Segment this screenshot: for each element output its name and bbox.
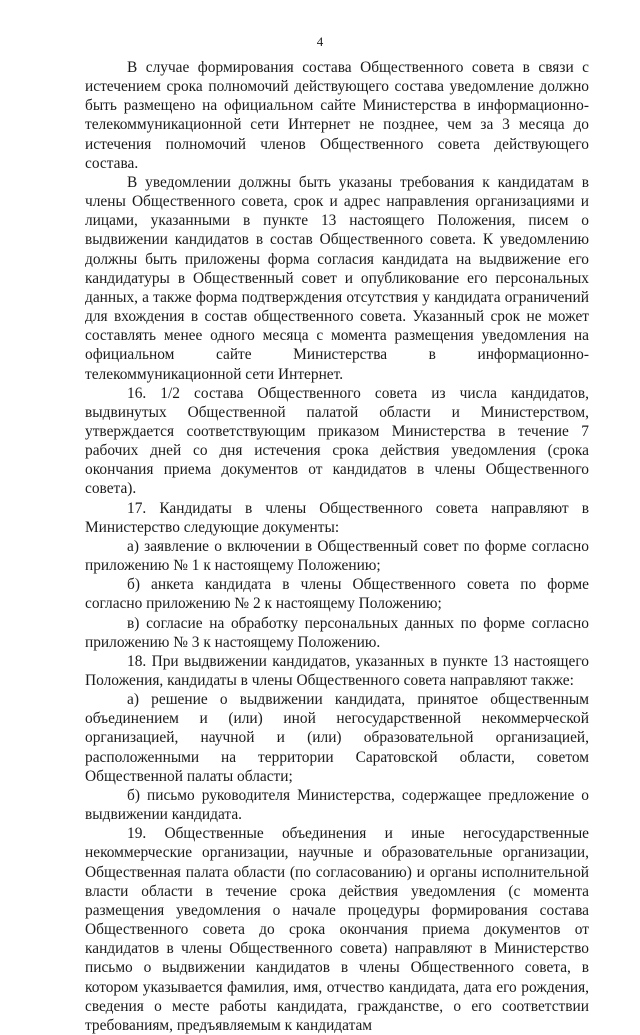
paragraph-notice-timing: В случае формирования состава Общественного совета в связи с истечением срока полномочий действующего состава уведомление должно быть размещено на официальном сайте Министерства в информационно-телекоммуникационной сети Интернет не позднее, чем за 3 месяца до истечения полномочий членов Общественного совета действующего состава. [85,59,589,172]
paragraph-item-17-c: в) согласие на обработку персональных данных по форме согласно приложению № 3 к настоящему Положению. [85,614,589,651]
paragraph-item-17-b: б) анкета кандидата в члены Общественного совета по форме согласно приложению № 2 к настоящему Положению; [85,576,589,613]
paragraph-item-18: 18. При выдвижении кандидатов, указанных в пункте 13 настоящего Положения, кандидаты в члены Общественного совета направляют также: [85,652,589,689]
paragraph-item-18-a: а) решение о выдвижении кандидата, принятое общественным объединением и (или) иной негосударственной некоммерческой организацией, научной и (или) образовательной организацией, расположенными на территории Саратовской области, советом Общественной палаты области; [85,691,589,785]
paragraph-notice-requirements: В уведомлении должны быть указаны требования к кандидатам в члены Общественного совета, срок и адрес направления организациями и лицами, указанными в пункте 13 настоящего Положения, писем о выдвижении кандидатов в состав Общественного совета. К уведомлению должны быть приложены форма согласия кандидата на выдвижение его кандидатуры в Общественный совет и опубликование его персональных данных, а также форма подтверждения отсутствия у кандидата ограничений для вхождения в состав общественного совета. Указанный срок не может составлять менее одного месяца с момента размещения уведомления на официальном сайте Министерства в информационно-телекоммуникационной сети Интернет. [85,173,589,383]
paragraph-item-16: 16. 1/2 состава Общественного совета из числа кандидатов, выдвинутых Общественной палатой области и Министерством, утверждается соответствующим приказом Министерства в течение 7 рабочих дней со дня истечения срока действия уведомления (срока окончания приема документов от кандидатов в члены Общественного совета). [85,384,589,498]
paragraph-item-18-b: б) письмо руководителя Министерства, содержащее предложение о выдвижении кандидата. [85,786,589,824]
paragraph-item-17: 17. Кандидаты в члены Общественного совета направляют в Министерство следующие документы: [85,499,589,536]
paragraph-item-17-a: а) заявление о включении в Общественный совет по форме согласно приложению № 1 к настоящему Положению; [85,537,589,575]
page-number: 4 [316,34,324,49]
document-body [85,58,589,1035]
paragraph-item-19: 19. Общественные объединения и иные негосударственные некоммерческие организации, научные и образовательные организации, Общественная палата области (по согласованию) и органы исполнительной власти области в течение срока действия уведомления (с момента размещения уведомления о начале процедуры формирования состава Общественного совета до срока окончания приема документов от кандидатов в члены Общественного совета) направляют в Министерство письмо о выдвижении кандидатов в члены Общественного совета, в котором указывается фамилия, имя, отчество кандидата, дата его рождения, сведения о месте работы кандидата, гражданстве, о его соответствии требованиям, предъявляемым к кандидатам [85,825,589,1034]
